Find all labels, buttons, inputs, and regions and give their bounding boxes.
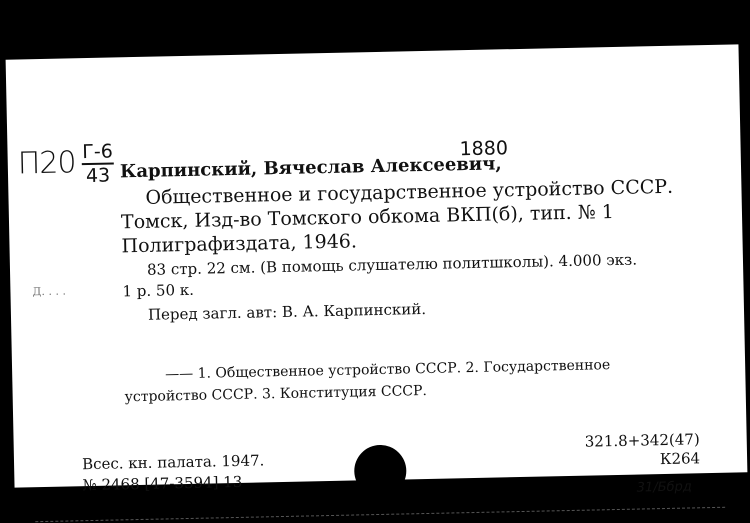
title-line: Общественное и государственное устройство СССР.: [145, 175, 674, 209]
shelf-mark: П20: [17, 145, 76, 182]
note-line: Перед загл. авт: В. А. Карпинский.: [147, 299, 427, 324]
handwritten-note: 31/Ббрд: [636, 479, 692, 496]
title-line: Томск, Изд-во Томского обкома ВКП(б), тип. № 1: [120, 201, 615, 234]
shelf-mark-fraction: [81, 140, 114, 187]
title-line: Полиграфиздата, 1946.: [121, 230, 358, 258]
author-heading: Карпинский, Вячеслав Алексеевич,: [119, 153, 502, 183]
chamber-number: № 2468 [47-3594] 13: [82, 472, 243, 495]
author-mark: К264: [659, 449, 701, 469]
bottom-rule: [35, 507, 725, 522]
handwritten-year: 1880: [459, 137, 509, 161]
faint-mark: Д. . . .: [32, 284, 67, 299]
subject-line: —— 1. Общественное устройство СССР. 2. Государственное: [165, 357, 611, 383]
subject-line: устройство СССР. 3. Конституция СССР.: [124, 382, 428, 406]
shelf-mark-numerator: Г-6: [81, 140, 113, 165]
catalog-card: [6, 44, 748, 496]
collation-line: 83 стр. 22 см. (В помощь слушателю политшколы). 4.000 экз.: [146, 250, 638, 279]
punch-hole: [354, 444, 407, 497]
shelf-mark-denominator: 43: [85, 164, 111, 188]
chamber-line: Всес. кн. палата. 1947.: [81, 451, 265, 474]
classification-code: 321.8+342(47): [584, 430, 700, 451]
collation-line: 1 р. 50 к.: [122, 280, 195, 301]
